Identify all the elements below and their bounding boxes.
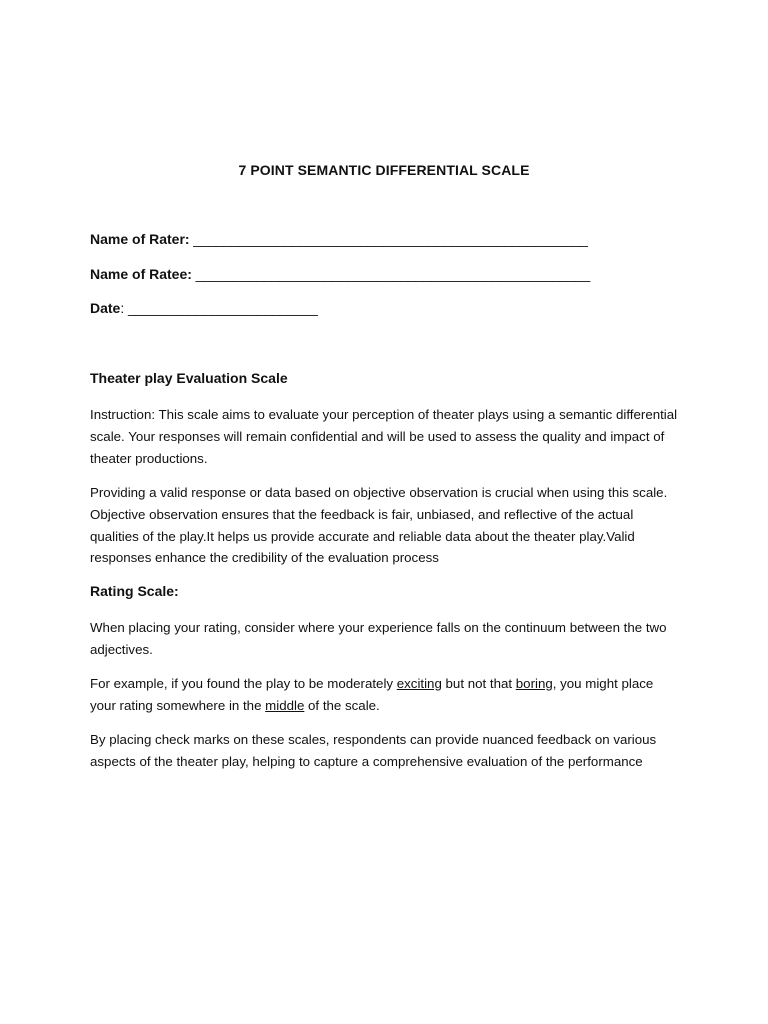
ratee-name-blank: ____________________________________________________ xyxy=(191,266,591,282)
ratee-name-field xyxy=(90,266,590,282)
document-title: 7 POINT SEMANTIC DIFFERENTIAL SCALE xyxy=(238,162,530,178)
date-blank: _________________________ xyxy=(124,300,318,316)
example-word-middle: middle xyxy=(265,697,305,713)
rater-name-blank: ____________________________________________________ xyxy=(189,231,588,247)
rater-name-field xyxy=(90,231,588,247)
example-word-exciting: exciting xyxy=(396,676,442,691)
date-colon: : xyxy=(120,300,125,316)
date-field xyxy=(90,300,318,316)
example-text-1: For example, if you found the play to be moderately xyxy=(90,676,397,691)
example-text-4: of the scale. xyxy=(304,697,380,713)
ratee-name-label: Name of Ratee: xyxy=(90,266,192,282)
rating-scale-heading: Rating Scale: xyxy=(90,583,179,599)
date-label: Date xyxy=(90,300,121,316)
rater-name-label: Name of Rater: xyxy=(90,231,190,247)
example-text-2: but not that xyxy=(441,676,516,691)
example-paragraph xyxy=(90,673,680,717)
section-heading: Theater play Evaluation Scale xyxy=(90,370,288,386)
rating-instruction-paragraph: When placing your rating, consider where your experience falls on the continuum between the two adjectives. xyxy=(90,620,667,657)
check-marks-paragraph: By placing check marks on these scales, respondents can provide nuanced feedback on various aspects of the theater play, helping to capture a comprehensive evaluation of the performance xyxy=(90,732,657,769)
objective-observation-paragraph: Providing a valid response or data based on objective observation is crucial when using this scale. Objective observation ensures that the feedback is fair, unbiased, and reflective of the actual qualities of the play.It helps us provide accurate and reliable data about the theater play.Valid responses enhance the credibility of the evaluation process xyxy=(90,485,668,566)
example-text-3: , you might place your rating somewhere in the xyxy=(90,676,654,713)
example-word-boring: boring xyxy=(515,676,553,691)
instruction-paragraph: Instruction: This scale aims to evaluate your perception of theater plays using a semantic differential scale. Your responses will remain confidential and will be used to assess the quality and impact of theater productions. xyxy=(90,407,678,466)
